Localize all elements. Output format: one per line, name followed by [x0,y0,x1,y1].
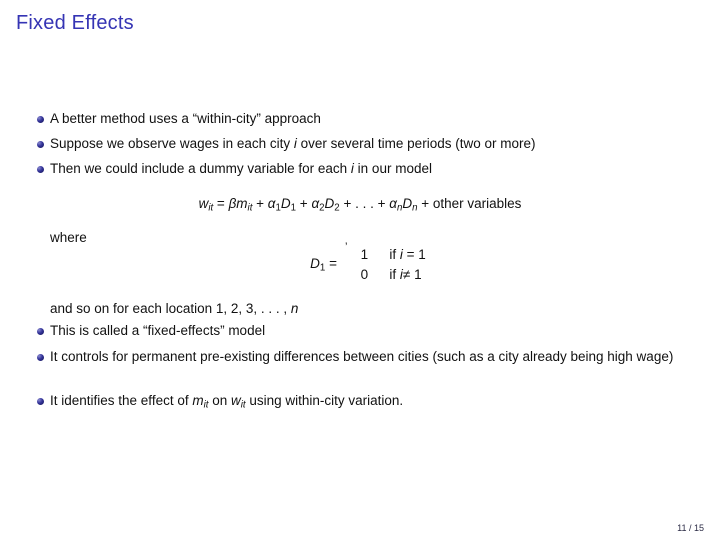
math-sub: 1 [319,262,326,274]
math-sub: it [203,399,209,411]
math-var-D2: D [324,196,335,211]
text-segment: if [389,247,400,262]
math-sub: it [247,202,253,214]
cases-brace-mark: ’ [344,241,348,253]
math-op: = [325,255,337,271]
bullet-item-2 [37,135,702,154]
text-segment: ≠ 1 [402,266,422,282]
math-var-beta: β [228,196,237,211]
math-sub: n [396,202,403,214]
bullet-text [50,136,535,151]
math-var-n: n [290,301,299,316]
bullet-ball-icon [37,166,44,173]
math-var-m: m [236,196,248,211]
math-var-alpha1: α [267,196,276,211]
text-segment: Suppose we observe wages in each city [50,136,294,151]
math-sub: 2 [334,202,340,214]
bullet-text: A better method uses a “within-city” approach [50,111,321,126]
dummy-definition [0,241,720,284]
math-var-i: i [350,161,354,176]
bullet-ball-icon [37,328,44,335]
math-op: + [252,196,268,211]
cases-inner [310,241,426,284]
bullet-item-6 [37,392,702,415]
case-row-1 [353,245,425,265]
where-label: where [50,230,87,245]
case-row-2 [353,265,425,285]
text-segment: using within-city variation. [245,393,404,408]
math-sub: n [412,202,418,214]
bullet-text: It controls for permanent pre-existing differences between cities (such as a city already being high wage) [50,349,674,364]
cases-lhs [310,256,337,274]
page-number: 11 / 15 [677,523,704,533]
text-segment: over several time periods (two or more) [296,136,536,151]
math-tail: + other variables [417,196,522,211]
math-var-D1: D [280,196,291,211]
math-ellipsis: + . . . + [339,196,390,211]
math-var-i: i [399,247,403,262]
math-var-Dn: D [402,196,413,211]
slide-title: Fixed Effects [16,12,134,34]
continuation-line [50,300,298,318]
bullet-ball-icon [37,398,44,405]
case-value: 0 [360,266,369,282]
math-var-D: D [310,255,320,271]
math-sub: 1 [275,202,281,214]
math-var-alpha2: α [311,196,320,211]
math-op: + [296,196,312,211]
math-op: = [213,196,229,211]
math-var-alphan: α [389,196,397,211]
math-sub: it [240,399,246,411]
bullet-ball-icon [37,116,44,123]
case-value: 1 [360,247,369,262]
math-sub: 1 [290,202,297,214]
bullet-ball-icon [37,141,44,148]
text-segment: It identifies the effect of [50,393,193,408]
bullet-item-1 [37,110,702,129]
text-segment: in our model [353,161,432,176]
bullet-text [50,161,432,176]
text-segment: on [208,393,231,408]
math-var-w: w [198,196,209,211]
bullet-item-5 [37,348,702,367]
bullet-item-4 [37,322,702,341]
case-condition [389,245,425,265]
math-sub: it [208,202,214,214]
model-equation [0,196,720,214]
text-segment: and so on for each location 1, 2, 3, . . . , [50,301,291,316]
math-var-i: i [399,266,403,282]
text-segment: Then we could include a dummy variable for each [50,161,351,176]
cases-rows [353,245,425,284]
bullet-ball-icon [37,354,44,361]
math-var-w: w [230,393,241,408]
math-var-i: i [293,136,297,151]
math-sub: 2 [319,202,325,214]
math-var-m: m [192,393,204,408]
text-segment: = 1 [402,247,426,262]
bullet-text: This is called a “fixed-effects” model [50,323,266,338]
bullet-item-3 [37,160,702,179]
text-segment: if [389,266,400,282]
case-condition [389,265,421,285]
bullet-text [50,393,404,411]
